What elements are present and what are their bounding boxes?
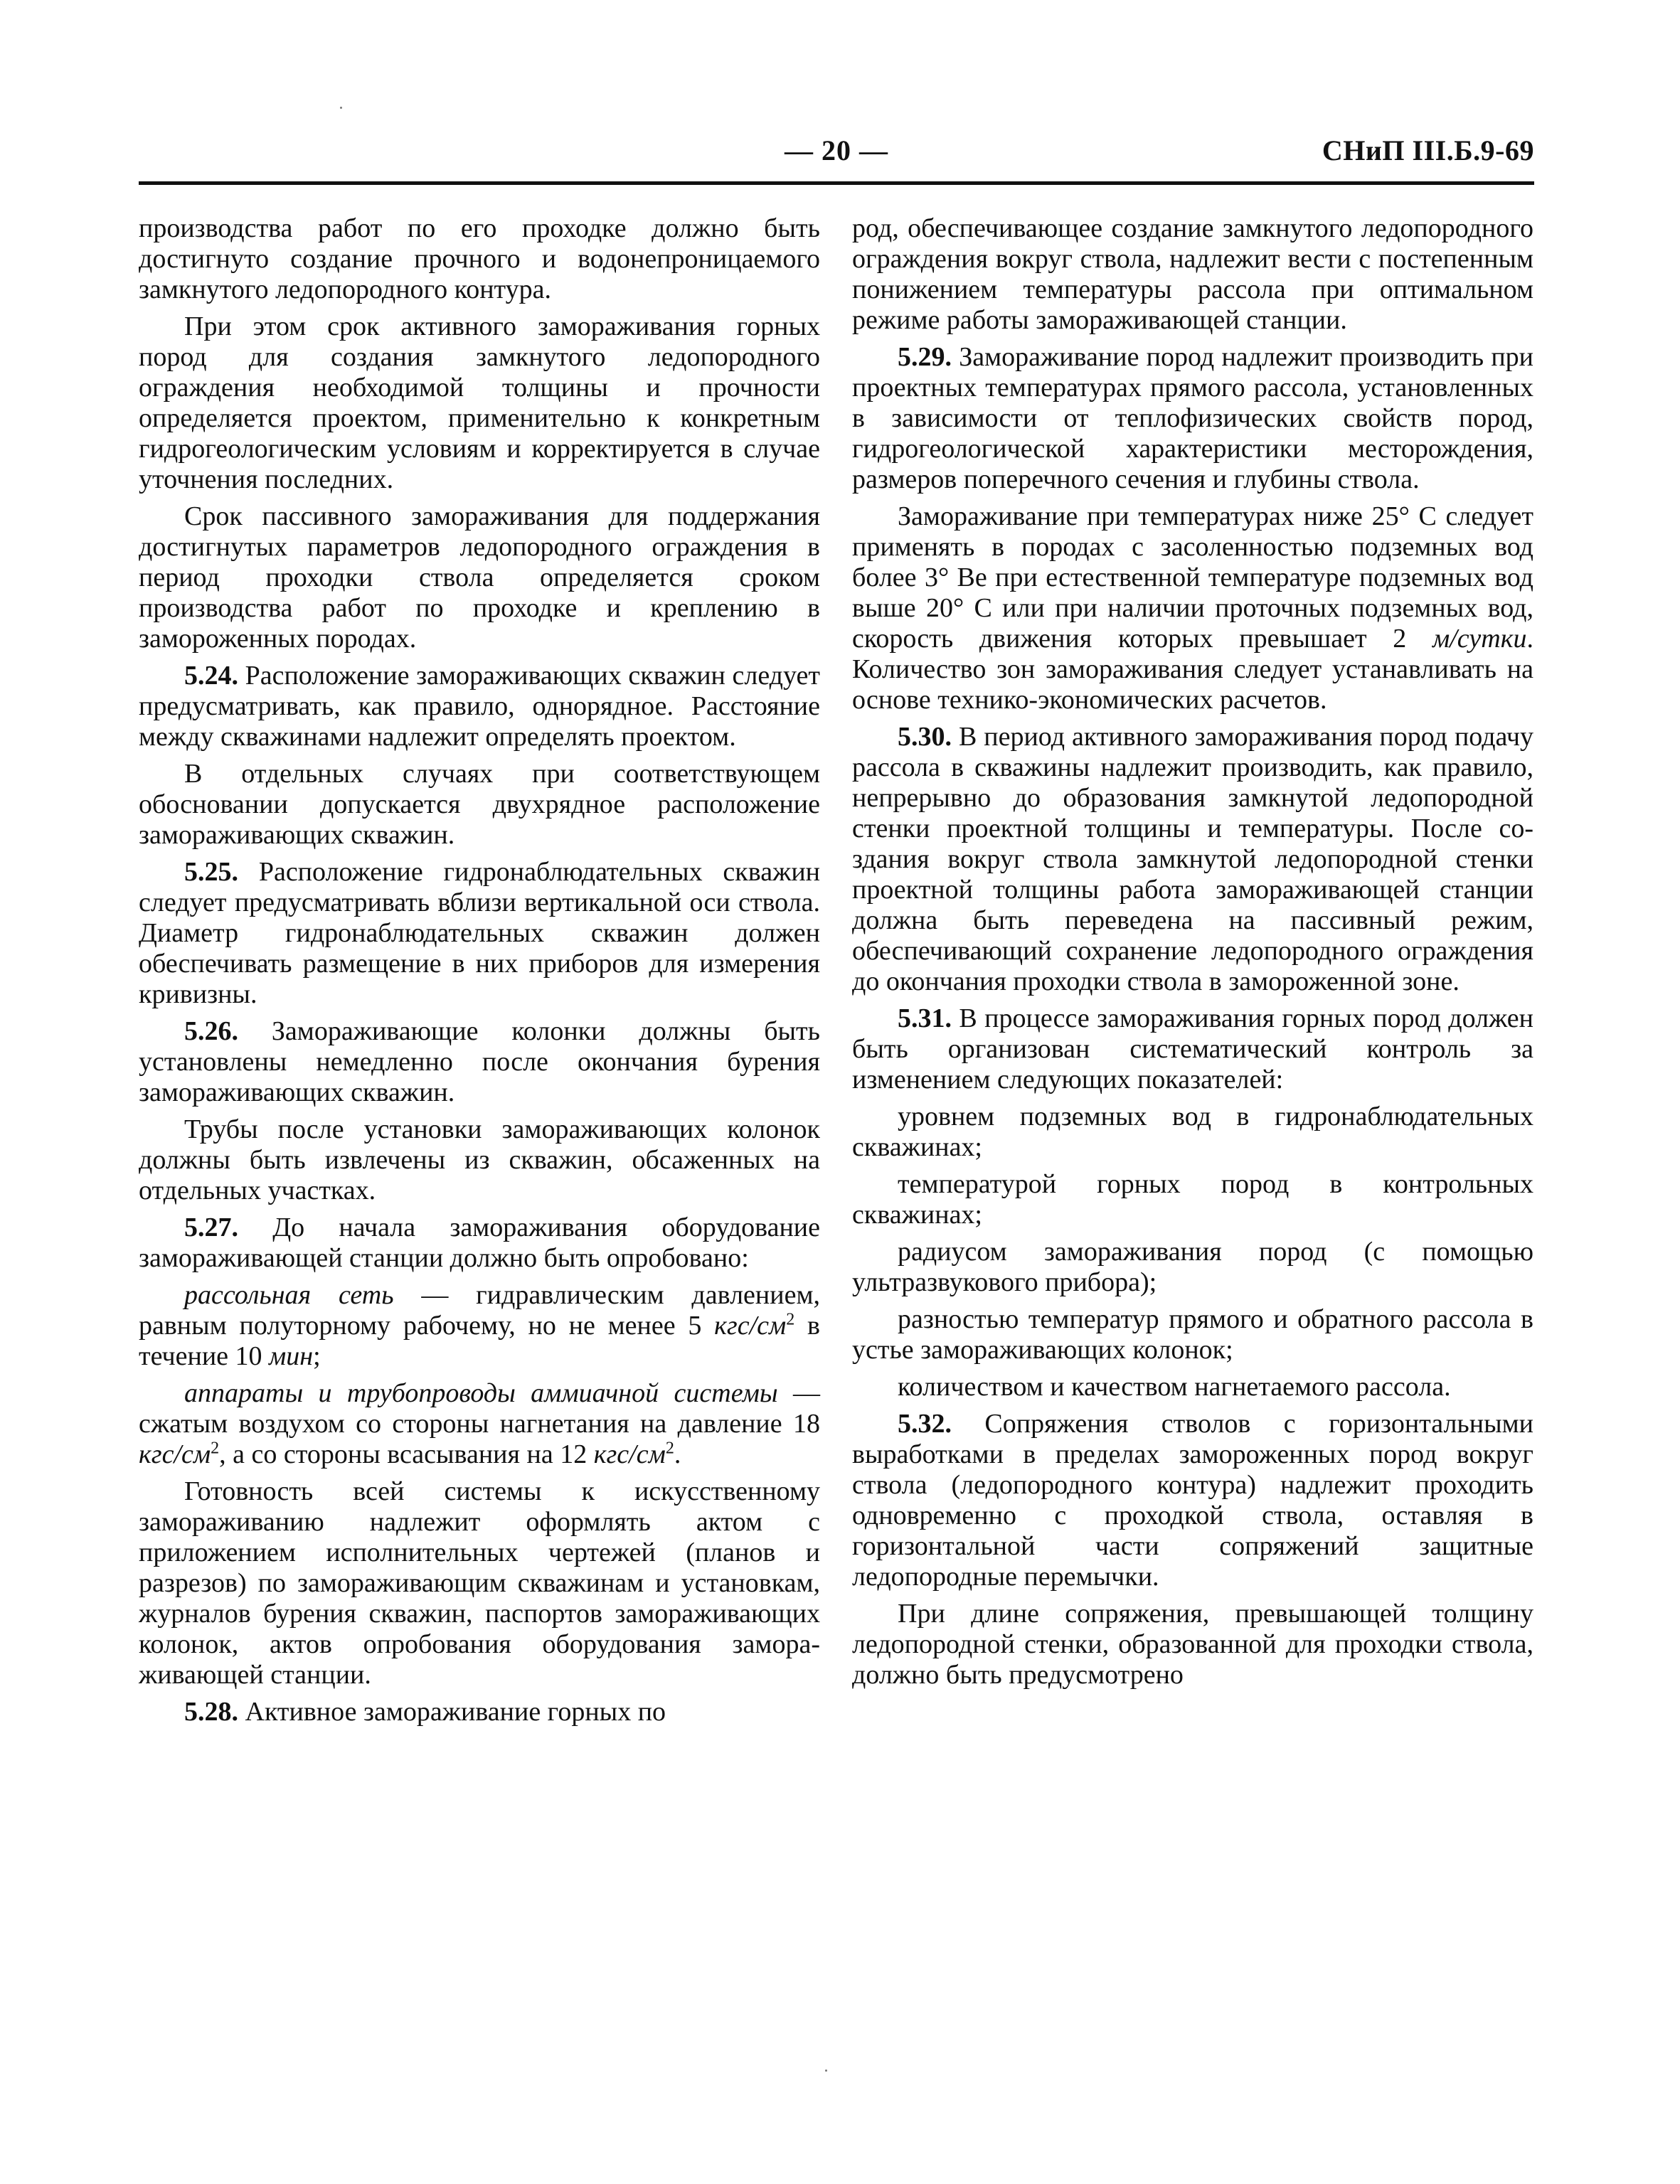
item-term: рассольная сеть (184, 1280, 394, 1310)
clause-5-26 (139, 1016, 820, 1108)
clause-text: В процессе замораживания горных пород должен быть организован систематический контроль за изменением следующих показателей: (852, 1003, 1533, 1094)
paragraph: производства работ по его проходке должно быть достигнуто создание прочного и водонепроницаемого замкнутого ледопородного контура. (139, 213, 820, 304)
list-item: количеством и качеством нагнетаемого рассола. (898, 1372, 1451, 1402)
item-text: . (674, 1439, 681, 1469)
superscript: 2 (786, 1310, 795, 1329)
clause-text: До начала замораживания оборудование замораживающей станции должно быть опробовано: (139, 1213, 820, 1273)
paragraph: Готовность всей системы к искусственному замораживанию надлежит оформлять актом с приложением исполнительных чертежей (планов и разрезов) по замораживающим скважинам и установкам, журналов бурения скважин, паспортов замораживающих колонок, актов опробования оборудования замораживающей станции. (139, 1476, 820, 1690)
page-number: — 20 — (785, 134, 888, 166)
clause-number: 5.27. (184, 1213, 238, 1242)
clause-number: 5.28. (184, 1697, 238, 1727)
clause-5-31 (852, 1003, 1533, 1095)
left-column (139, 213, 820, 1734)
unit: кгс/см (139, 1439, 211, 1469)
list-item: температурой горных пород в контрольных скважинах; (852, 1169, 1533, 1230)
right-column (852, 213, 1533, 1697)
item-text: ; (313, 1341, 321, 1371)
clause-number: 5.25. (184, 857, 238, 887)
paragraph: род, обеспечивающее создание замкнутого ледопородного ограждения вокруг ствола, надлежит вести с постепенным понижением температуры рассола при оптимальном режиме работы замораживающей станции. (852, 213, 1533, 335)
unit: кгс/см (714, 1311, 787, 1341)
clause-number: 5.32. (898, 1409, 952, 1439)
clause-text: Замораживающие колонки должны быть установлены немедленно после окончания бурения замораживающих скважин. (139, 1016, 820, 1107)
item-term: аппараты и трубопроводы аммиачной системы (184, 1378, 778, 1408)
paragraph: Трубы после установки замораживающих колонок должны быть извлечены из скважин, обсаженных на отдельных участках. (139, 1114, 820, 1205)
clause-text: Расположение гидронаблюдательных скважин следует предусматривать вблизи вертикальной оси ствола. Диаметр гидронаблюдательных скважин должен обеспечивать размещение в них приборов для измерения кривизны. (139, 857, 820, 1009)
clause-text: Активное замораживание горных по (238, 1697, 666, 1727)
item-text: — гидравлическим давлением, равным полуторному рабочему, но не менее 5 (139, 1280, 820, 1341)
clause-number: 5.26. (184, 1016, 238, 1046)
clause-text: Сопряжения стволов с горизонтальными выработками в пределах замороженных пород вокруг ствола (ледопородного контура) надлежит проходить одновременно с проходкой ствола, оставляя в горизонтальной части сопряжений защитные ледопородные перемычки. (852, 1409, 1533, 1592)
scan-speck (825, 2070, 827, 2072)
paragraph: Срок пассивного замораживания для поддержания достигнутых параметров ледопородного ограждения в период проходки ствола определяется сроком производства работ по проходке и креплению в замороженных породах. (139, 501, 820, 654)
item-text: , а со стороны всасывания на 12 (219, 1439, 594, 1469)
list-item (139, 1280, 820, 1372)
clause-5-30 (852, 722, 1533, 997)
document-code: СНиП III.Б.9-69 (1322, 134, 1534, 166)
paragraph (852, 501, 1533, 715)
clause-5-29 (852, 342, 1533, 495)
clause-5-28 (139, 1697, 820, 1727)
paragraph: При этом срок активного замораживания горных пород для создания замкнутого ледопородного ограждения необходимой толщины и прочности определяется проектом, применительно к конкретным гидрогеологическим условиям и корректируется в случае уточнения последних. (139, 311, 820, 494)
clause-number: 5.29. (898, 342, 952, 372)
item-text: — сжатым воздухом со стороны нагнетания на давление 18 (139, 1378, 821, 1439)
clause-text: В период активного замораживания пород подачу рассола в скважины надлежит производить, как правило, непрерывно до образования замкнутой ледопородной стенки проектной толщины и температуры. После создания вокруг ствола замкнутой ледопородной стенки проектной толщины работа замораживающей станции должна быть переведена на пассивный режим, обеспечивающий сохранение ледопородного ограждения до окончания проходки ствола в замороженной зоне. (852, 722, 1533, 996)
paragraph-text: . Количество зон замораживания следует устанавливать на основе технико-экономических расчетов. (852, 624, 1533, 715)
paragraph-text: Замораживание при температурах ниже 25° С следует применять в породах с засоленностью подземных вод более 3° Ве при естественной температуре подземных вод выше 20° С или при наличии проточных подземных вод, скорость движения которых превышает 2 (852, 501, 1533, 654)
superscript: 2 (665, 1439, 674, 1458)
clause-5-25 (139, 857, 820, 1010)
clause-number: 5.24. (184, 661, 238, 691)
superscript: 2 (211, 1439, 220, 1458)
paragraph: В отдельных случаях при соответствующем обосновании допускается двухрядное расположение замораживающих скважин. (139, 759, 820, 850)
list-item (139, 1378, 820, 1470)
clause-number: 5.31. (898, 1003, 952, 1033)
item-text: в течение 10 (139, 1311, 820, 1371)
scan-speck (340, 107, 342, 109)
paragraph: При длине сопряжения, превышающей толщину ледопородной стенки, образованной для проходки ствола, должно быть предусмотрено (852, 1599, 1533, 1690)
clause-text: Замораживание пород надлежит производить при проектных температурах прямого рассола, установленных в зависимости от теплофизических свойств пород, гидрогеологической характеристики месторождения, размеров поперечного сечения и глубины ствола. (852, 342, 1533, 494)
unit: кгс/см (593, 1439, 666, 1469)
header-rule (139, 181, 1534, 185)
list-item: радиусом замораживания пород (с помощью ультразвукового прибора); (852, 1237, 1533, 1297)
unit: м/сутки (1432, 624, 1527, 654)
list-item: разностью температур прямого и обратного рассола в устье замораживающих колонок; (852, 1304, 1533, 1365)
clause-5-32 (852, 1409, 1533, 1592)
list-item: уровнем подземных вод в гидронаблюдательных скважинах; (852, 1102, 1533, 1162)
clause-5-24 (139, 661, 820, 752)
clause-number: 5.30. (898, 722, 952, 752)
page-header (139, 134, 1534, 176)
clause-text: Расположение замораживающих скважин следует предусматривать, как правило, однорядное. Расстояние между скважинами надлежит определять проектом. (139, 661, 820, 752)
unit: мин (269, 1341, 314, 1371)
clause-5-27 (139, 1213, 820, 1274)
